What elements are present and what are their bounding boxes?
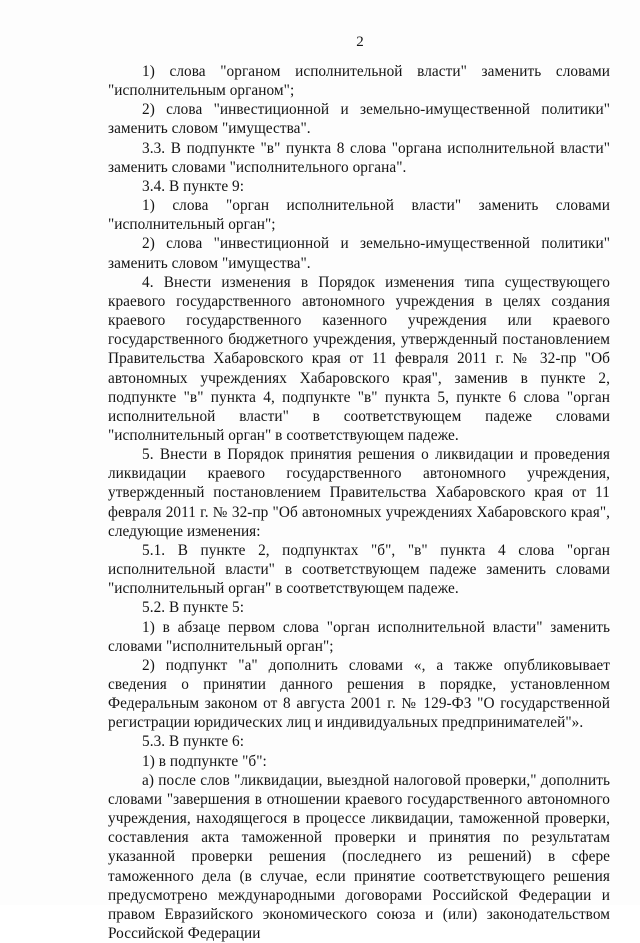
paragraph: 2) подпункт "а" дополнить словами «, а также опубликовывает сведения о принятии данного решения в порядке, установленном Федеральным законом от 8 августа 2001 г. № 129-ФЗ "О государственной регистрации юридических лиц и индивидуальных предпринимателей"». bbox=[108, 656, 610, 732]
paragraph: 1) слова "орган исполнительной власти" заменить словами "исполнительный орган"; bbox=[108, 197, 610, 234]
document-body bbox=[108, 62, 610, 943]
paragraph: 1) в подпункте "б": bbox=[142, 752, 267, 770]
paragraph: 1) слова "органом исполнительной власти" заменить словами "исполнительным органом"; bbox=[108, 63, 610, 100]
paragraph: 3.4. В пункте 9: bbox=[142, 177, 245, 195]
paragraph: 5.2. В пункте 5: bbox=[142, 599, 245, 617]
paragraph: а) после слов "ликвидации, выездной налоговой проверки," дополнить словами "завершения в отношении краевого государственного автономного учреждения, находящегося в процессе ликвидации, таможенной проверки, составления акта таможенной проверки и принятия по результатам указанной проверки решения (последнего из решений) в сфере таможенного дела (в случае, если принятие соответствующего решения предусмотрено международными договорами Российской Федерации и правом Евразийского экономического союза и (или) законодательством Российской Федерации bbox=[108, 771, 610, 943]
paragraph: 3.3. В подпункте "в" пункта 8 слова "органа исполнительной власти" заменить словами "исполнительного органа". bbox=[108, 139, 610, 176]
paragraph: 4. Внести изменения в Порядок изменения типа существующего краевого государственного автономного учреждения в целях создания краевого государственного казенного учреждения или краевого государственного бюджетного учреждения, утвержденный постановлением Правительства Хабаровского края от 11 февраля 2011 г. № 32-пр "Об автономных учреждениях Хабаровского края", заменив в пункте 2, подпункте "в" пункта 4, подпункте "в" пункта 5, пункте 6 слова "орган исполнительной власти" в соответствующем падеже словами "исполнительный орган" в соответствующем падеже. bbox=[108, 273, 610, 444]
paragraph: 5.1. В пункте 2, подпунктах "б", "в" пункта 4 слова "орган исполнительной власти" в соответствующем падеже заменить словами "исполнительный орган" в соответствующем падеже. bbox=[108, 541, 610, 598]
paragraph: 2) слова "инвестиционной и земельно-имущественной политики" заменить словом "имущества". bbox=[108, 235, 610, 272]
paragraph: 1) в абзаце первом слова "орган исполнительной власти" заменить словами "исполнительный орган"; bbox=[108, 618, 610, 655]
paragraph: 2) слова "инвестиционной и земельно-имущественной политики" заменить словом "имущества". bbox=[108, 101, 610, 138]
paragraph: 5.3. В пункте 6: bbox=[142, 733, 245, 751]
paragraph: 5. Внести в Порядок принятия решения о ликвидации и проведения ликвидации краевого государственного автономного учреждения, утвержденный постановлением Правительства Хабаровского края от 11 февраля 2011 г. № 32-пр "Об автономных учреждениях Хабаровского края", следующие изменения: bbox=[108, 446, 610, 540]
page-number: 2 bbox=[356, 34, 364, 50]
